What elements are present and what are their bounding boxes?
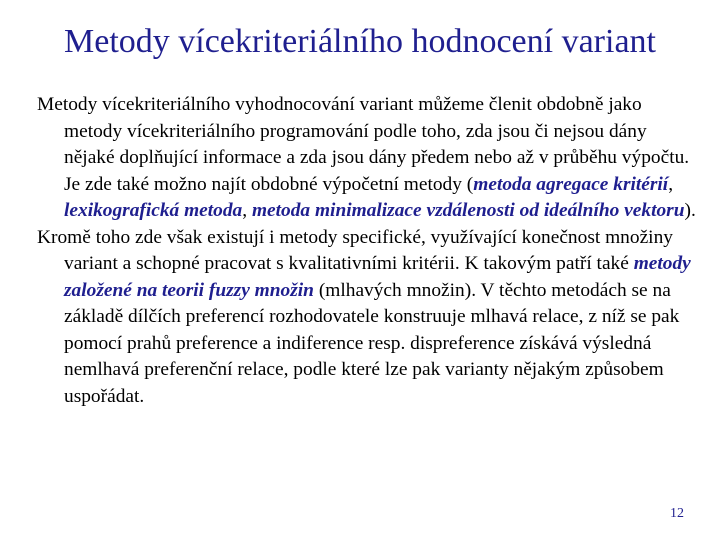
term-fuzzy-methods: metody založené na teorii fuzzy množin (64, 253, 691, 301)
slide-title: Metody vícekriteriálního hodnocení variant (64, 23, 656, 60)
p2-text-2: (mlhavých množin). V těchto metodách se na základě dílčích preferencí rozhodovatele konstruuje mlhavá relace, z níž se pak pomocí prahů preference a indiference resp. dispreference získává výsledná nemlhavá preferenční relace, podle které lze pak varianty nějakým způsobem uspořádat. (64, 279, 680, 407)
term-distance-minimization: metoda minimalizace vzdálenosti od ideálního vektoru (251, 200, 685, 221)
p1-text-2: , (668, 173, 674, 195)
paragraph-methods-overview (37, 92, 697, 225)
term-criteria-aggregation: metoda agregace kritérií (473, 173, 669, 195)
p1-text-3: , (242, 200, 252, 221)
slide-body (37, 92, 697, 410)
term-lexicographic-method: lexikografická metoda (64, 200, 243, 221)
p1-text-1: Metody vícekriteriálního vyhodnocování variant můžeme členit obdobně jako metody vícekriteriálního programování podle toho, zda jsou či nejsou dány nějaké doplňující informace a zda jsou dány předem nebo až v průběhu výpočtu. Je zde také možno najít obdobné výpočetní metody ( (37, 94, 690, 195)
page-number: 12 (670, 506, 684, 521)
p2-text-1: Kromě toho zde však existují i metody specifické, využívající konečnost množiny variant a schopné pracovat s kvalitativními kritérii. K takovým patří také (37, 226, 673, 274)
paragraph-specific-methods (37, 225, 697, 411)
p1-text-4: ). (684, 200, 696, 221)
